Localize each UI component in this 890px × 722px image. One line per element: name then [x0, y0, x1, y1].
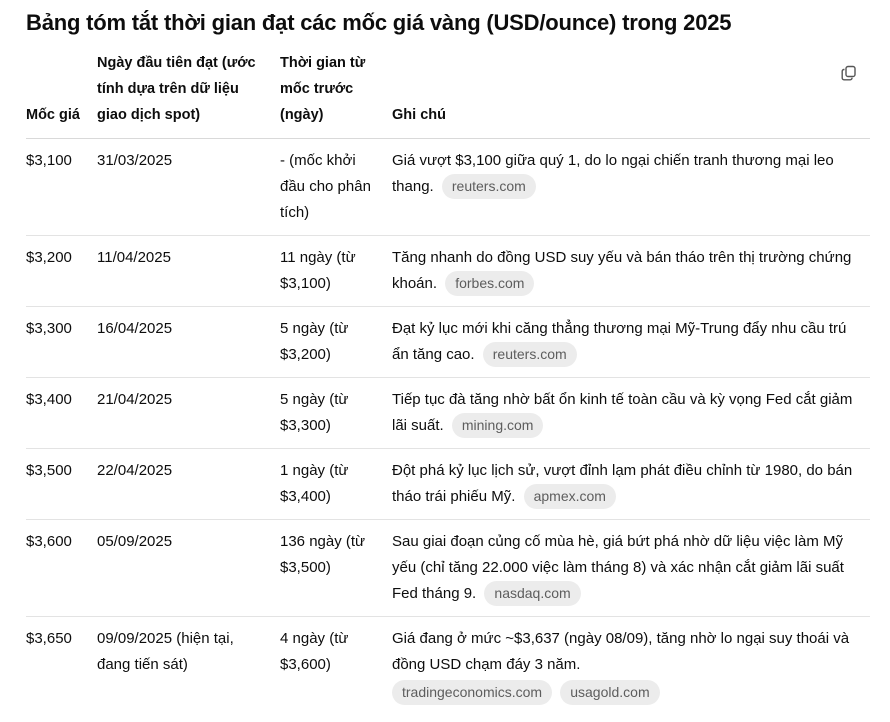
- cell-date: 31/03/2025: [97, 139, 280, 236]
- table-row: [26, 139, 870, 236]
- cell-price: $3,650: [26, 630, 72, 647]
- note-text: Đột phá kỷ lục lịch sử, vượt đỉnh lạm phát điều chỉnh từ 1980, do bán tháo trái phiếu Mỹ.: [392, 462, 853, 505]
- cell-note: [392, 307, 870, 378]
- source-link[interactable]: reuters.com: [483, 342, 577, 367]
- cell-price: $3,400: [26, 378, 97, 449]
- table-row: [26, 449, 870, 520]
- cell-price: $3,200: [26, 236, 97, 307]
- cell-date: 16/04/2025: [97, 307, 280, 378]
- page-title: Bảng tóm tắt thời gian đạt các mốc giá vàng (USD/ounce) trong 2025: [26, 10, 732, 35]
- cell-time: 4 ngày (từ $3,600): [280, 630, 349, 673]
- cell-price: $3,500: [26, 449, 97, 520]
- table-row: [26, 236, 870, 307]
- header-price: Mốc giá: [26, 48, 97, 139]
- source-link[interactable]: tradingeconomics.com: [392, 680, 552, 705]
- table-row: [26, 307, 870, 378]
- cell-note: [392, 520, 870, 617]
- table-header-row: [26, 48, 870, 139]
- source-link[interactable]: usagold.com: [560, 680, 659, 705]
- cell-note: [392, 236, 870, 307]
- cell-date: 21/04/2025: [97, 378, 280, 449]
- note-text: Tăng nhanh do đồng USD suy yếu và bán tháo trên thị trường chứng khoán.: [392, 249, 852, 292]
- cell-note: [392, 449, 870, 520]
- cell-note: [392, 378, 870, 449]
- note-text: Giá đang ở mức ~$3,637 (ngày 08/09), tăng nhờ lo ngại suy thoái và đồng USD chạm đáy 3 năm.: [392, 630, 850, 673]
- source-link[interactable]: forbes.com: [445, 271, 534, 296]
- cell-time: 136 ngày (từ $3,500): [280, 520, 392, 617]
- header-date: Ngày đầu tiên đạt (ước tính dựa trên dữ liệu giao dịch spot): [97, 48, 280, 139]
- header-time: Thời gian từ mốc trước (ngày): [280, 48, 392, 139]
- cell-date: 22/04/2025: [97, 449, 280, 520]
- source-link[interactable]: mining.com: [452, 413, 544, 438]
- cell-time: 5 ngày (từ $3,200): [280, 307, 392, 378]
- note-text: Tiếp tục đà tăng nhờ bất ổn kinh tế toàn cầu và kỳ vọng Fed cắt giảm lãi suất.: [392, 391, 853, 434]
- cell-time: - (mốc khởi đầu cho phân tích): [280, 139, 392, 236]
- cell-time: 5 ngày (từ $3,300): [280, 378, 392, 449]
- note-text: Giá vượt $3,100 giữa quý 1, do lo ngại chiến tranh thương mại leo thang.: [392, 152, 834, 195]
- table-row: [26, 617, 870, 716]
- note-text: Sau giai đoạn củng cố mùa hè, giá bứt phá nhờ dữ liệu việc làm Mỹ yếu (chỉ tăng 22.000 việc làm tháng 8) và xác nhận cắt giảm lãi suất Fed tháng 9.: [392, 533, 844, 602]
- source-link[interactable]: apmex.com: [524, 484, 616, 509]
- cell-price: $3,600: [26, 520, 97, 617]
- cell-time: 11 ngày (từ $3,100): [280, 236, 392, 307]
- cell-date: 09/09/2025 (hiện tại, đang tiến sát): [97, 630, 234, 673]
- source-link[interactable]: reuters.com: [442, 174, 536, 199]
- source-link[interactable]: nasdaq.com: [484, 581, 580, 606]
- cell-date: 11/04/2025: [97, 236, 280, 307]
- table-row: [26, 520, 870, 617]
- gold-milestones-table: [26, 48, 870, 715]
- cell-date: 05/09/2025: [97, 520, 280, 617]
- cell-price: $3,300: [26, 307, 97, 378]
- cell-note: [392, 617, 870, 716]
- cell-note: [392, 139, 870, 236]
- cell-time: 1 ngày (từ $3,400): [280, 449, 392, 520]
- note-text: Đạt kỷ lục mới khi căng thẳng thương mại Mỹ-Trung đẩy nhu cầu trú ẩn tăng cao.: [392, 320, 847, 363]
- cell-price: $3,100: [26, 139, 97, 236]
- header-note: Ghi chú: [392, 48, 870, 139]
- table-row: [26, 378, 870, 449]
